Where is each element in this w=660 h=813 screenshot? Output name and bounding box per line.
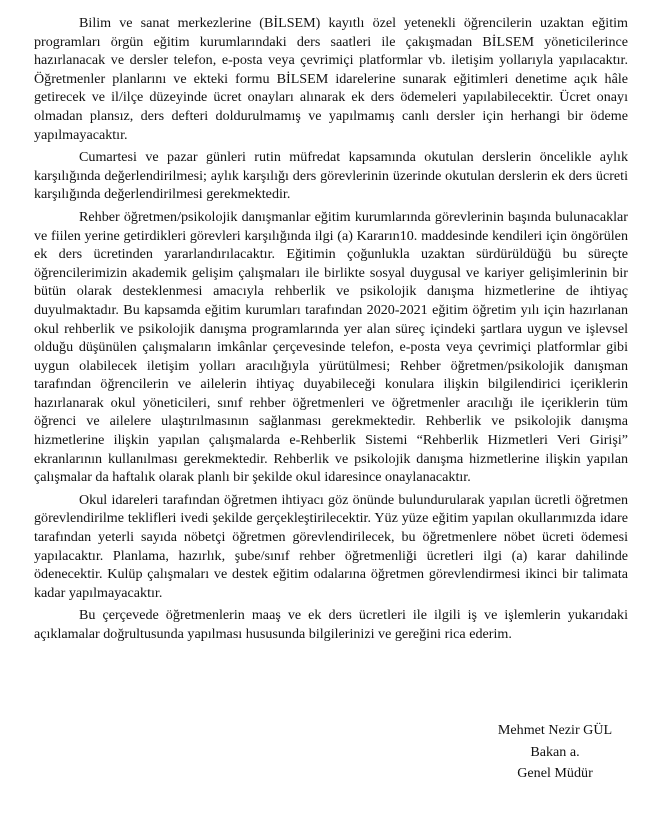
signatory-name: Mehmet Nezir GÜL	[497, 722, 613, 738]
paragraph-weekend-lessons: Cumartesi ve pazar günleri rutin müfredat kapsamında okutulan derslerin öncelikle aylık karşılığında değerlendirilmesi; aylık karşılığı ders görevlerinin üzerinde okutulan derslerin ek ders ücreti karşılığında değerlendirilmesi gerekmektedir.	[34, 149, 628, 203]
paragraph-bilsem-distance-education: Bilim ve sanat merkezlerine (BİLSEM) kayıtlı özel yetenekli öğrencilerin uzaktan eğitim programları örgün eğitim kurumlarındaki ders saatleri ile çakışmadan BİLSEM yöneticilerince hazırlanacak ve dersler telefon, e-posta veya çevrimiçi platformlar vb. iletişim yollarıyla yapılacaktır. Öğretmenler planlarını ve ekteki formu BİLSEM idarelerine sunarak eğitimleri denetime açık hâle getirecek ve il/ilçe düzeyinde ücret onayları alınarak ek ders ödemeleri yapılabilecektir. Ücret onayı olmadan plansız, ders defteri doldurulmamış ve yapılmamış canlı dersler için herhangi bir ödeme yapılmayacaktır.	[34, 15, 628, 143]
signatory-on-behalf: Bakan a.	[530, 743, 580, 760]
signature-block	[470, 720, 640, 785]
signatory-title: Genel Müdür	[517, 765, 593, 781]
paragraph-school-administrations: Okul idareleri tarafından öğretmen ihtiyacı göz önünde bulundurularak yapılan ücretli öğretmen görevlendirilme teklifleri ivedi şekilde gerçekleştirilecektir. Yüz yüze eğitim yapılan okullarımızda idare tarafından yeterli sayıda nöbetçi öğretmen görevlendirilecek, bu öğretmenlere nöbet ücreti ödemesi yapılacaktır. Planlama, hazırlık, şube/sınıf rehber öğretmenliği ücretleri ilgi (a) karar dahilinde ödenecektir. Kulüp çalışmaları ve destek eğitim odalarına öğretmen görevlendirmesi ikinci bir talimata kadar yapılmayacaktır.	[34, 491, 628, 601]
document-body	[34, 14, 628, 648]
paragraph-guidance-counselors: Rehber öğretmen/psikolojik danışmanlar eğitim kurumlarında görevlerinin başında bulunacaklar ve fiilen yerine getirdikleri görevleri karşılığında ilgi (a) Kararın10. maddesinde kendileri için öngörülen ek ders ücretinden yararlandırılacaktır. Eğitimin çoğunlukla uzaktan sürdürüldüğü bu süreçte öğrencilerimizin akademik gelişim çalışmaları ile birlikte sosyal duygusal ve kariyer gelişimlerinin bir bütün olarak desteklenmesi amacıyla rehberlik ve psikolojik danışma hizmetlerine de ihtiyaç duyulmaktadır. Bu kapsamda eğitim kurumları tarafından 2020-2021 eğitim öğretim yılı için hazırlanan okul rehberlik ve psikolojik danışma programlarında yer alan süreç içindeki şartlara uygun ve işlevsel olduğu düşünülen çalışmaların imkânlar çerçevesinde telefon, e-posta veya çevrimiçi platformlar gibi uygun olabilecek iletişim yolları aracılığıyla yürütülmesi; Rehber öğretmen/psikolojik danışman tarafından öğrencilerin ve ailelerin ihtiyaç duyabileceği konulara ilişkin bilgilendirici içeriklerin hazırlanarak okul yöneticileri, sınıf rehber öğretmenleri ve öğretmenler aracılığı ile içeriklerin tüm öğrenci ve ailelere ulaştırılmasının sağlanması gerekmektedir. Rehberlik ve psikolojik danışma hizmetlerine ilişkin yapılan çalışmalarda e-Rehberlik Sistemi “Rehberlik Hizmetleri Veri Girişi” ekranlarının kullanılması gerekmektedir. Rehberlik ve psikolojik danışma hizmetlerine ilişkin yapılan çalışmalar da haftalık olarak planlı bir şekilde okul idaresince onaylanacaktır.	[34, 208, 628, 486]
paragraph-closing-request: Bu çerçevede öğretmenlerin maaş ve ek ders ücretleri ile ilgili iş ve işlemlerin yukarıdaki açıklamalar doğrultusunda yapılması hususunda bilgilerinizi ve gereğini rica ederim.	[34, 607, 628, 642]
